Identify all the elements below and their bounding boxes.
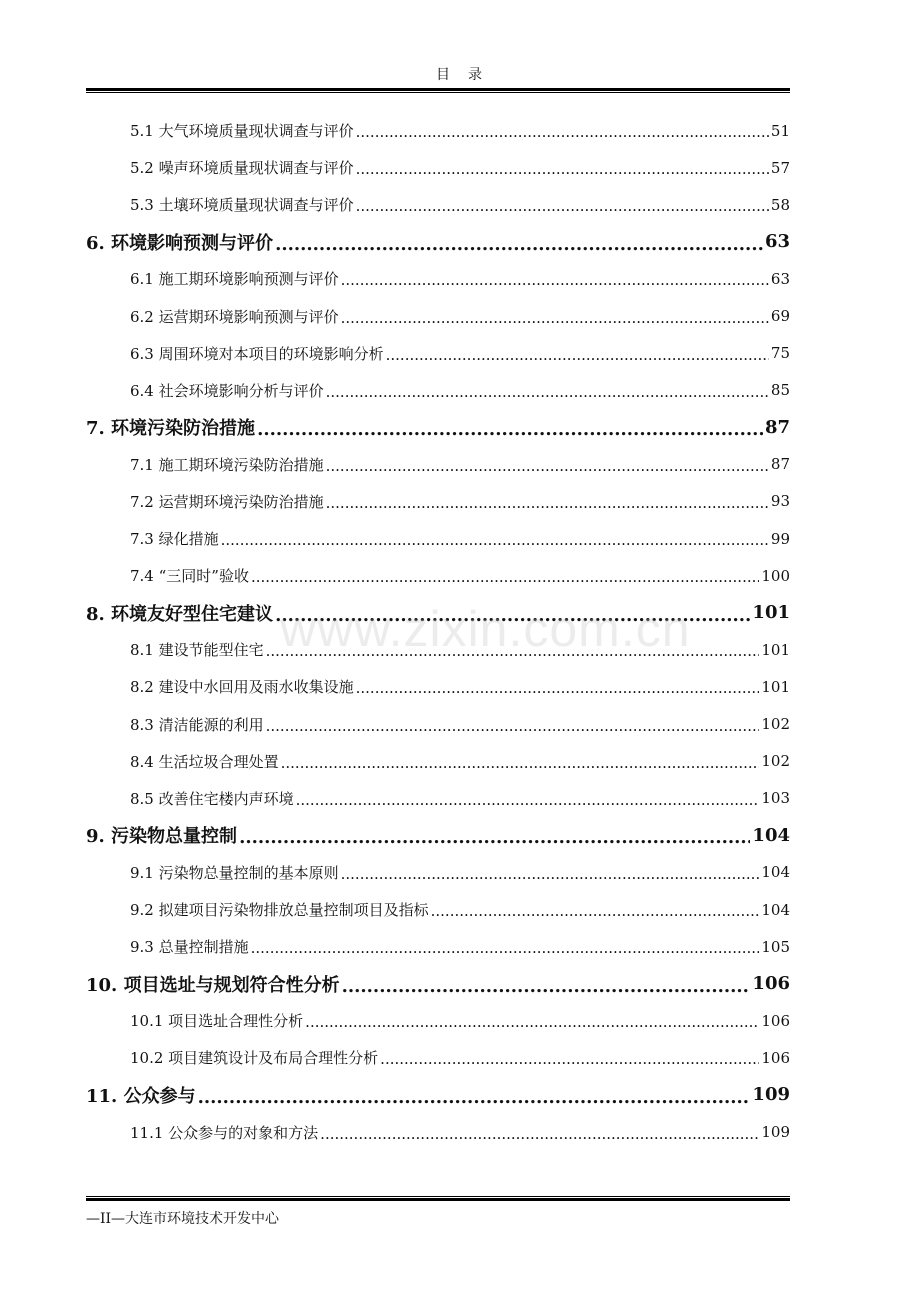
toc-entry-page: 63: [764, 231, 790, 253]
toc-entry-page: 101: [752, 602, 790, 624]
toc-entry-page: 106: [761, 1048, 790, 1067]
toc-chapter-entry[interactable]: [86, 1076, 790, 1113]
toc-entry-label: 8.1 建设节能型住宅: [130, 641, 264, 660]
toc-entry-page: 101: [761, 640, 790, 659]
toc-leader-dots: [341, 271, 769, 286]
toc-chapter-entry[interactable]: [86, 409, 790, 446]
toc-section-entry[interactable]: [86, 557, 790, 594]
toc-entry-label: 6.3 周围环境对本项目的环境影响分析: [130, 344, 384, 363]
toc-entry-label: 5.3 土壤环境质量现状调查与评价: [130, 196, 354, 215]
toc-entry-label: 7.2 运营期环境污染防治措施: [130, 492, 324, 511]
toc-entry-label: 11. 公众参与: [86, 1085, 196, 1107]
toc-leader-dots: [251, 939, 760, 954]
toc-section-entry[interactable]: [86, 372, 790, 409]
toc-chapter-entry[interactable]: [86, 817, 790, 854]
toc-leader-dots: [251, 568, 759, 583]
toc-entry-label: 6.2 运营期环境影响预测与评价: [130, 307, 339, 326]
toc-entry-page: 75: [770, 344, 790, 363]
toc-section-entry[interactable]: [86, 780, 790, 817]
toc-leader-dots: [341, 865, 760, 880]
toc-entry-page: 101: [761, 677, 790, 696]
toc-entry-label: 9.2 拟建项目污染物排放总量控制项目及指标: [130, 901, 429, 920]
toc-entry-label: 8.5 改善住宅楼内声环境: [130, 789, 294, 808]
toc-entry-label: 8. 环境友好型住宅建议: [86, 603, 274, 625]
toc-chapter-entry[interactable]: [86, 965, 790, 1002]
toc-entry-label: 5.1 大气环境质量现状调查与评价: [130, 122, 354, 141]
toc-leader-dots: [198, 1086, 751, 1104]
toc-entry-page: 102: [761, 715, 790, 734]
toc-leader-dots: [342, 975, 751, 993]
toc-leader-dots: [326, 457, 769, 472]
footer-rule-bottom: [86, 1198, 790, 1201]
toc-section-entry[interactable]: [86, 1114, 790, 1151]
toc-leader-dots: [326, 494, 769, 509]
toc-section-entry[interactable]: [86, 1002, 790, 1039]
toc-entry-label: 9. 污染物总量控制: [86, 826, 238, 848]
toc-leader-dots: [305, 1013, 759, 1028]
toc-entry-page: 100: [761, 566, 790, 585]
toc-chapter-entry[interactable]: [86, 223, 790, 260]
toc-entry-label: 9.3 总量控制措施: [130, 938, 249, 957]
toc-entry-page: 109: [761, 1123, 790, 1142]
toc-leader-dots: [386, 346, 769, 361]
toc-leader-dots: [281, 754, 760, 769]
toc-section-entry[interactable]: [86, 743, 790, 780]
toc-leader-dots: [266, 717, 760, 732]
toc-entry-page: 105: [761, 937, 790, 956]
header-title: 目 录: [436, 67, 484, 83]
toc-section-entry[interactable]: [86, 446, 790, 483]
toc-leader-dots: [221, 531, 769, 546]
toc-entry-page: 104: [761, 900, 790, 919]
toc-entry-label: 7.3 绿化措施: [130, 530, 219, 549]
footer-rule-top: [86, 1196, 790, 1197]
toc-entry-page: 104: [752, 824, 790, 846]
toc-entry-label: 10.1 项目选址合理性分析: [130, 1012, 304, 1031]
toc-entry-page: 93: [770, 492, 790, 511]
toc-entry-label: 9.1 污染物总量控制的基本原则: [130, 863, 339, 882]
toc-leader-dots: [275, 233, 763, 251]
toc-entry-label: 7.1 施工期环境污染防治措施: [130, 455, 324, 474]
toc-entry-page: 63: [770, 269, 790, 288]
toc-entry-label: 8.2 建设中水回用及雨水收集设施: [130, 678, 354, 697]
toc-section-entry[interactable]: [86, 854, 790, 891]
toc-leader-dots: [341, 309, 769, 324]
toc-entry-label: 6.4 社会环境影响分析与评价: [130, 381, 324, 400]
toc-entry-page: 57: [770, 158, 790, 177]
toc-section-entry[interactable]: [86, 483, 790, 520]
toc-entry-page: 99: [770, 529, 790, 548]
toc-section-entry[interactable]: [86, 1039, 790, 1076]
toc-leader-dots: [257, 418, 763, 436]
toc-section-entry[interactable]: [86, 891, 790, 928]
toc-leader-dots: [356, 197, 769, 212]
toc-entry-label: 11.1 公众参与的对象和方法: [130, 1123, 319, 1142]
toc-entry-page: 51: [770, 121, 790, 140]
header-rule-top: [86, 88, 790, 91]
toc-entry-label: 5.2 噪声环境质量现状调查与评价: [130, 159, 354, 178]
toc-entry-page: 106: [761, 1011, 790, 1030]
toc-entry-page: 69: [770, 307, 790, 326]
toc-section-entry[interactable]: [86, 520, 790, 557]
toc-entry-label: 8.4 生活垃圾合理处置: [130, 752, 279, 771]
toc-entry-page: 106: [752, 973, 790, 995]
toc-leader-dots: [320, 1125, 759, 1140]
toc-section-entry[interactable]: [86, 149, 790, 186]
toc-entry-label: 10.2 项目建筑设计及布局合理性分析: [130, 1049, 379, 1068]
toc-section-entry[interactable]: [86, 112, 790, 149]
watermark: www.zixin.com.cn: [280, 601, 691, 657]
toc-leader-dots: [326, 383, 769, 398]
toc-section-entry[interactable]: [86, 928, 790, 965]
toc-leader-dots: [356, 160, 769, 175]
toc-leader-dots: [380, 1050, 759, 1065]
toc-entry-page: 85: [770, 381, 790, 400]
toc-entry-page: 102: [761, 752, 790, 771]
toc-entry-label: 7.4 “三同时”验收: [130, 567, 249, 586]
toc-entry-label: 7. 环境污染防治措施: [86, 418, 256, 440]
toc-entry-page: 109: [752, 1084, 790, 1106]
toc-entry-label: 10. 项目选址与规划符合性分析: [86, 974, 340, 996]
toc-leader-dots: [296, 791, 760, 806]
toc-section-entry[interactable]: [86, 186, 790, 223]
toc-entry-page: 104: [761, 863, 790, 882]
toc-leader-dots: [356, 679, 760, 694]
toc-entry-page: 103: [761, 789, 790, 808]
toc-section-entry[interactable]: [86, 668, 790, 705]
toc-entry-page: 87: [770, 455, 790, 474]
toc-leader-dots: [356, 123, 769, 138]
header-rule-bottom: [86, 92, 790, 93]
toc-section-entry[interactable]: [86, 297, 790, 334]
toc-entry-label: 8.3 清洁能源的利用: [130, 715, 264, 734]
toc-entry-page: 87: [764, 416, 790, 438]
toc-section-entry[interactable]: [86, 260, 790, 297]
toc-leader-dots: [431, 902, 760, 917]
toc-entry-page: 58: [770, 195, 790, 214]
toc-entry-label: 6. 环境影响预测与评价: [86, 232, 274, 254]
toc-section-entry[interactable]: [86, 335, 790, 372]
toc-section-entry[interactable]: [86, 706, 790, 743]
toc-leader-dots: [239, 826, 750, 844]
toc-entry-label: 6.1 施工期环境影响预测与评价: [130, 270, 339, 289]
footer-text: —II—大连市环境技术开发中心: [86, 1211, 280, 1227]
